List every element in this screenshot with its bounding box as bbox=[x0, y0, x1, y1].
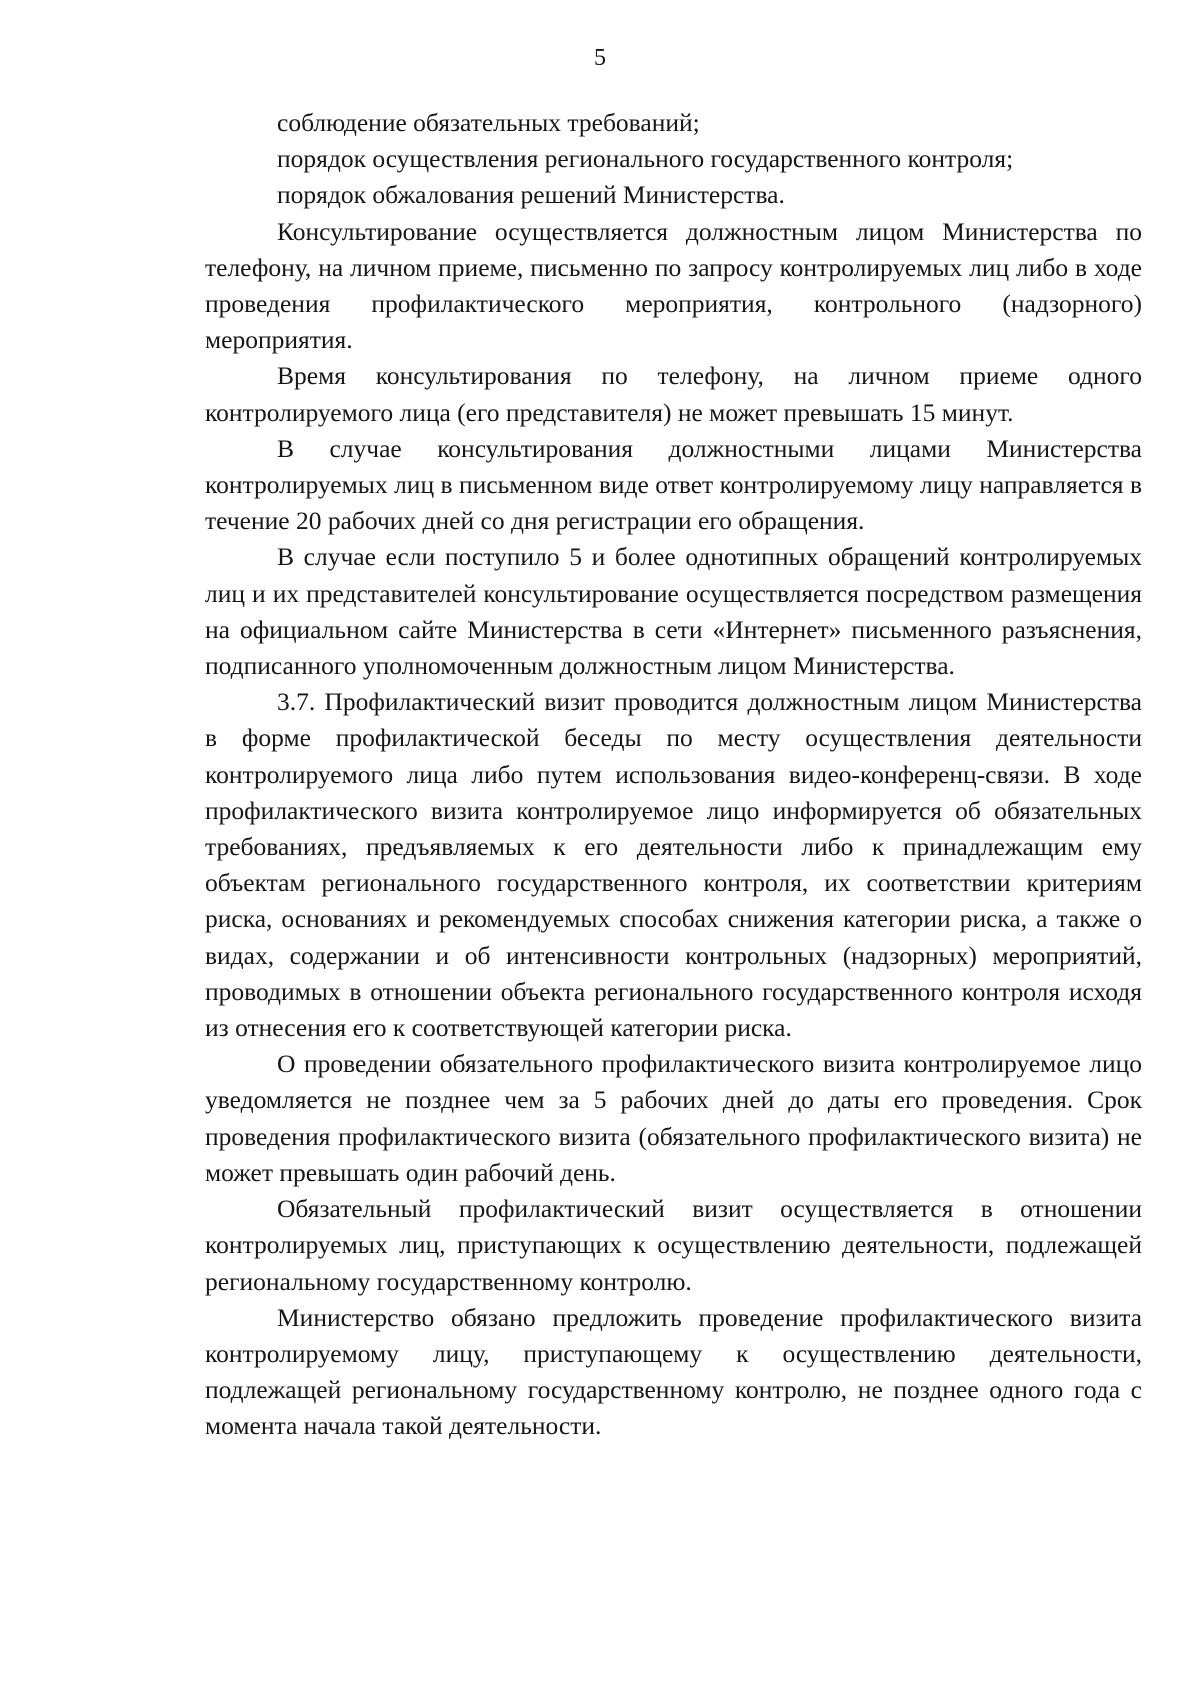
page-number: 5 bbox=[594, 45, 606, 71]
paragraph-preventive-visit: 3.7. Профилактический визит проводится должностным лицом Министерства в форме профилактической беседы по месту осуществления деятельности контролируемого лица либо путем использования видео-конференц-связи. В ходе профилактического визита контролируемое лицо информируется об обязательных требованиях, предъявляемых к его деятельности либо к принадлежащим ему объектам регионального государственного контроля, их соответствии критериям риска, основаниях и рекомендуемых способах снижения категории риска, а также о видах, содержании и об интенсивности контрольных (надзорных) мероприятий, проводимых в отношении объекта регионального государственного контроля исходя из отнесения его к соответствующей категории риска. bbox=[205, 687, 1142, 1043]
paragraph-written-consultation: В случае консультирования должностными лицами Министерства контролируемых лиц в письменном виде ответ контролируемому лицу направляется в течение 20 рабочих дней со дня регистрации его обращения. bbox=[205, 433, 1142, 536]
paragraph-ministry-obligation: Министерство обязано предложить проведение профилактического визита контролируемому лицу, приступающему к осуществлению деятельности, подлежащей региональному государственному контролю, не позднее одного года с момента начала такой деятельности. bbox=[205, 1302, 1142, 1441]
document-body bbox=[205, 105, 1142, 1445]
paragraph-appeal-procedure-item: порядок обжалования решений Министерства. bbox=[277, 180, 785, 210]
paragraph-requirements-item: соблюдение обязательных требований; bbox=[277, 108, 700, 137]
paragraph-similar-requests: В случае если поступило 5 и более однотипных обращений контролируемых лиц и их представителей консультирование осуществляется посредством размещения на официальном сайте Министерства в сети «Интернет» письменного разъяснения, подписанного уполномоченным должностным лицом Министерства. bbox=[205, 542, 1142, 681]
paragraph-mandatory-visit-scope: Обязательный профилактический визит осуществляется в отношении контролируемых лиц, приступающих к осуществлению деятельности, подлежащей региональному государственному контролю. bbox=[205, 1194, 1142, 1296]
paragraph-control-procedure-item: порядок осуществления регионального государственного контроля; bbox=[277, 144, 1014, 174]
paragraph-consultation-time: Время консультирования по телефону, на личном приеме одного контролируемого лица (его представителя) не может превышать 15 минут. bbox=[205, 361, 1142, 427]
paragraph-mandatory-visit-notice: О проведении обязательного профилактического визита контролируемое лицо уведомляется не позднее чем за 5 рабочих дней до даты его проведения. Срок проведения профилактического визита (обязательного профилактического визита) не может превышать один рабочий день. bbox=[205, 1049, 1142, 1187]
paragraph-consultation-method: Консультирование осуществляется должностным лицом Министерства по телефону, на личном приеме, письменно по запросу контролируемых лиц либо в ходе проведения профилактического мероприятия, контрольного (надзорного) мероприятия. bbox=[205, 216, 1142, 355]
